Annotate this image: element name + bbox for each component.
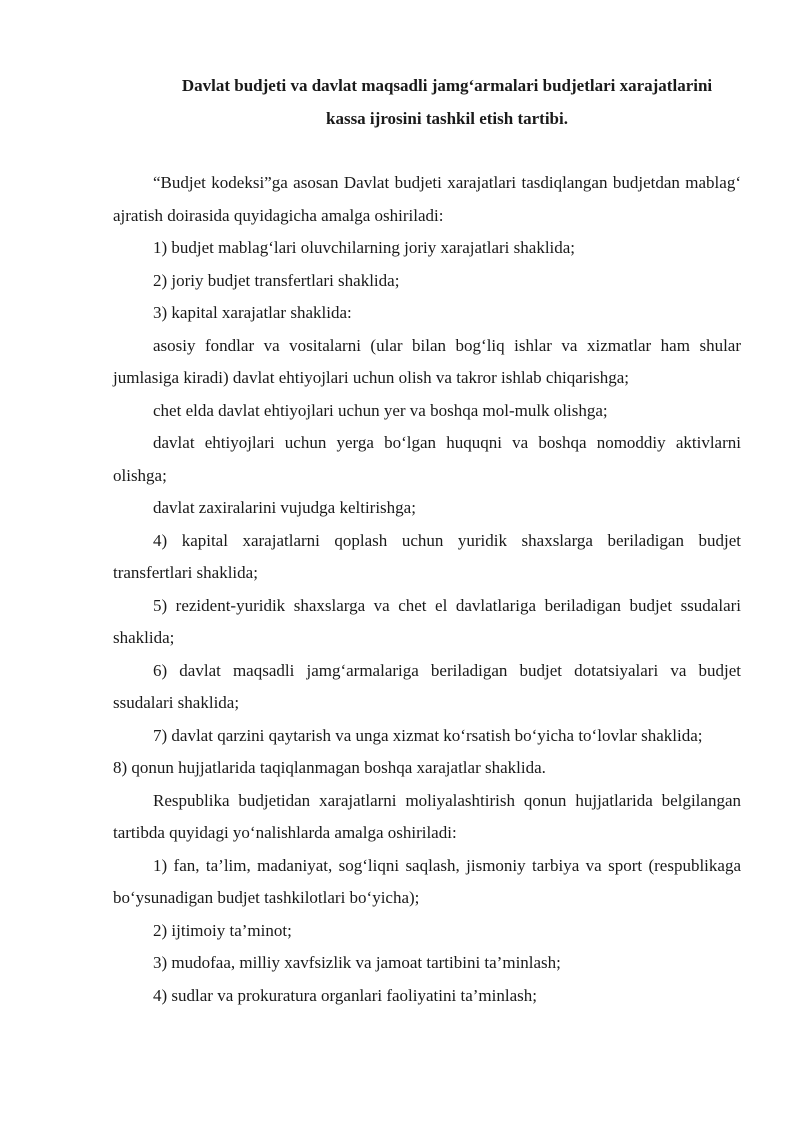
sub-item-intangible-assets: davlat ehtiyojlari uchun yerga bo‘lgan huquqni va boshqa nomoddiy aktivlarni olishga; xyxy=(113,433,741,485)
paragraph-intro: “Budjet kodeksi”ga asosan Davlat budjeti xarajatlari tasdiqlangan budjetdan mablag‘ ajratish doirasida quyidagicha amalga oshiriladi: xyxy=(113,173,741,225)
list-item-1: 1) budjet mablag‘lari oluvchilarning joriy xarajatlari shaklida; xyxy=(153,238,576,257)
direction-item-4: 4) sudlar va prokuratura organlari faoliyatini ta’minlash; xyxy=(153,985,537,1005)
paragraph-republic-budget: Respublika budjetidan xarajatlarni moliyalashtirish qonun hujjatlarida belgilangan tartibda quyidagi yo‘nalishlarda amalga oshiriladi: xyxy=(113,790,741,842)
list-item-8: 8) qonun hujjatlarida taqiqlanmagan boshqa xarajatlar shaklida. xyxy=(113,758,546,777)
direction-item-3: 3) mudofaa, milliy xavfsizlik va jamoat tartibini ta’minlash; xyxy=(153,953,561,972)
list-item-6: 6) davlat maqsadli jamg‘armalariga beriladigan budjet dotatsiyalari va budjet ssudalari shaklida; xyxy=(113,660,741,712)
list-item-2: 2) joriy budjet transfertlari shaklida; xyxy=(153,270,400,290)
document-title-line-1: Davlat budjeti va davlat maqsadli jamg‘armalari budjetlari xarajatlarini xyxy=(181,76,713,95)
document-title-line-2: kassa ijrosini tashkil etish tartibi. xyxy=(326,108,568,128)
document-page xyxy=(113,70,741,1012)
sub-item-state-reserves: davlat zaxiralarini vujudga keltirishga; xyxy=(153,498,416,517)
sub-item-land-abroad: chet elda davlat ehtiyojlari uchun yer va boshqa mol-mulk olishga; xyxy=(153,400,608,420)
list-item-4: 4) kapital xarajatlarni qoplash uchun yuridik shaxslarga beriladigan budjet transfertlari shaklida; xyxy=(113,530,741,582)
list-item-3: 3) kapital xarajatlar shaklida: xyxy=(153,303,352,322)
direction-item-1: 1) fan, ta’lim, madaniyat, sog‘liqni saqlash, jismoniy tarbiya va sport (respublikaga bo‘ysunadigan budjet tashkilotlari bo‘yicha); xyxy=(113,855,741,907)
sub-item-fixed-assets: asosiy fondlar va vositalarni (ular bilan bog‘liq ishlar va xizmatlar ham shular jumlasiga kiradi) davlat ehtiyojlari uchun olish va takror ishlab chiqarishga; xyxy=(113,335,741,387)
list-item-7: 7) davlat qarzini qaytarish va unga xizmat ko‘rsatish bo‘yicha to‘lovlar shaklida; xyxy=(153,725,703,745)
title-spacer xyxy=(113,135,741,167)
list-item-5: 5) rezident-yuridik shaxslarga va chet el davlatlariga beriladigan budjet ssudalari shaklida; xyxy=(113,595,741,647)
direction-item-2: 2) ijtimoiy ta’minot; xyxy=(153,920,292,940)
